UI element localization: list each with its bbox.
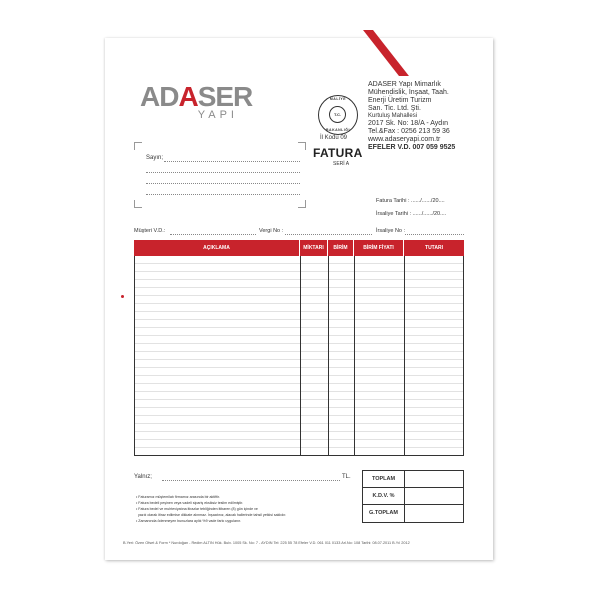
items-table-header [134,240,464,256]
header-description: AÇIKLAMA [134,240,300,256]
company-address-line: Kurtuluş Mahallesi [368,113,418,119]
customer-label: Sayın; [146,155,164,161]
box-corner [134,200,142,208]
seal-center-text: T.C. [329,106,346,123]
total-row [363,488,463,505]
total-row [363,505,463,522]
waybill-number-label: İrsaliye No : [376,228,406,234]
logo-subtitle: YAPI [197,109,238,121]
header-quantity: MİKTARI [300,240,328,256]
vat-label: K.D.V. % [363,488,405,504]
printer-footer: B.Yeri: Özen Ofset & Form * Nurdoğan - Redim ALTIN Hük. Bulv. 1005 Sk. No: 7 - AYDIN Tel: 225 55 78 Efeler V.D. 061 011 0133 Arl.No: 108 Tarihi: 08.07.2011 B.Yıl 2012 [123,541,410,545]
amount-in-words-field[interactable] [162,480,340,481]
waybill-date-label: İrsaliye Tarihi : ....../....../20.... [376,211,447,217]
company-logo [140,81,253,121]
company-website: www.adaseryapi.com.tr [368,136,441,143]
box-corner [298,200,306,208]
grand-total-field[interactable] [405,505,463,522]
company-name-line: Enerji Üretim Turizm [368,97,432,104]
column-divider [404,256,405,455]
waybill-number-field[interactable] [405,234,464,235]
province-code: İl Kodu 09 [320,135,348,141]
items-table-body[interactable] [134,256,464,456]
column-divider [300,256,301,455]
customer-address-field[interactable] [146,172,300,173]
subtotal-label: TOPLAM [363,471,405,487]
column-divider [354,256,355,455]
seal-bottom-text: BAKANLIĞI [326,128,350,132]
company-address-line: 2017 Sk. No: 18/A - Aydın [368,120,449,127]
header-total: TUTARI [425,245,443,251]
company-phone: Tel.&Fax : 0256 213 59 36 [368,128,450,135]
box-corner [298,142,306,150]
company-tax-id: EFELER V.D. 007 059 9525 [368,144,456,151]
company-name-line: ADASER Yapı Mimarlık [368,81,441,88]
customer-name-field[interactable] [164,161,300,162]
terms-note: yazılı olarak itiraz edilmise dikkate alınmaz. İnşaatınız, alacak hallerinde tahsil yetkisi saklıdır. [138,513,287,517]
company-name-line: San. Tic. Ltd. Şti. [368,105,421,112]
seal-top-text: MALİYE [329,97,347,101]
total-row [363,471,463,488]
series-label: SERİ A [333,161,350,167]
company-info [368,81,492,152]
customer-address-field[interactable] [146,194,300,195]
punch-mark [121,295,124,298]
terms-note: • Zamanında ödenmeyen bunuzlara aylık %9 vade farkı uygulanır. [136,519,241,523]
logo-wordmark: ADASER [140,81,253,112]
customer-box [134,142,306,208]
grand-total-label: G.TOPLAM [363,505,405,522]
customer-tax-office-field[interactable] [170,234,256,235]
terms-note: • Faturamız müştemilatı firmamız arasında bir aktiftir. [136,495,220,499]
vat-field[interactable] [405,488,463,504]
customer-tax-office-label: Müşteri V.D.: [134,228,166,234]
invoice-date-label: Fatura Tarihi : ....../....../20.... [376,198,445,204]
currency-suffix: TL. [342,474,351,480]
column-divider [328,256,329,455]
amount-in-words-label: Yalnız; [134,474,152,480]
document-title: FATURA [313,146,363,160]
terms-note: • Fatura bedeli peşinen veya vadeli sipariş eksiksiz teslim edilmiştir. [136,501,244,505]
items-table [134,240,464,456]
ministry-seal [318,95,358,135]
header-unit-price: BİRİM FİYATI [354,240,404,256]
terms-notes [136,494,346,524]
company-name-line: Mühendislik, İnşaat, Taah. [368,89,449,96]
header-unit: BİRİM [328,240,354,256]
customer-address-field[interactable] [146,183,300,184]
tax-number-field[interactable] [285,234,372,235]
subtotal-field[interactable] [405,471,463,487]
box-corner [134,142,142,150]
terms-note: • Fatura bedel ve muhteviyatına itirazlar tebliğinden itibaren (8) gün içinde ve [136,507,258,511]
tax-number-label: Vergi No : [259,228,284,234]
totals-box [362,470,464,523]
